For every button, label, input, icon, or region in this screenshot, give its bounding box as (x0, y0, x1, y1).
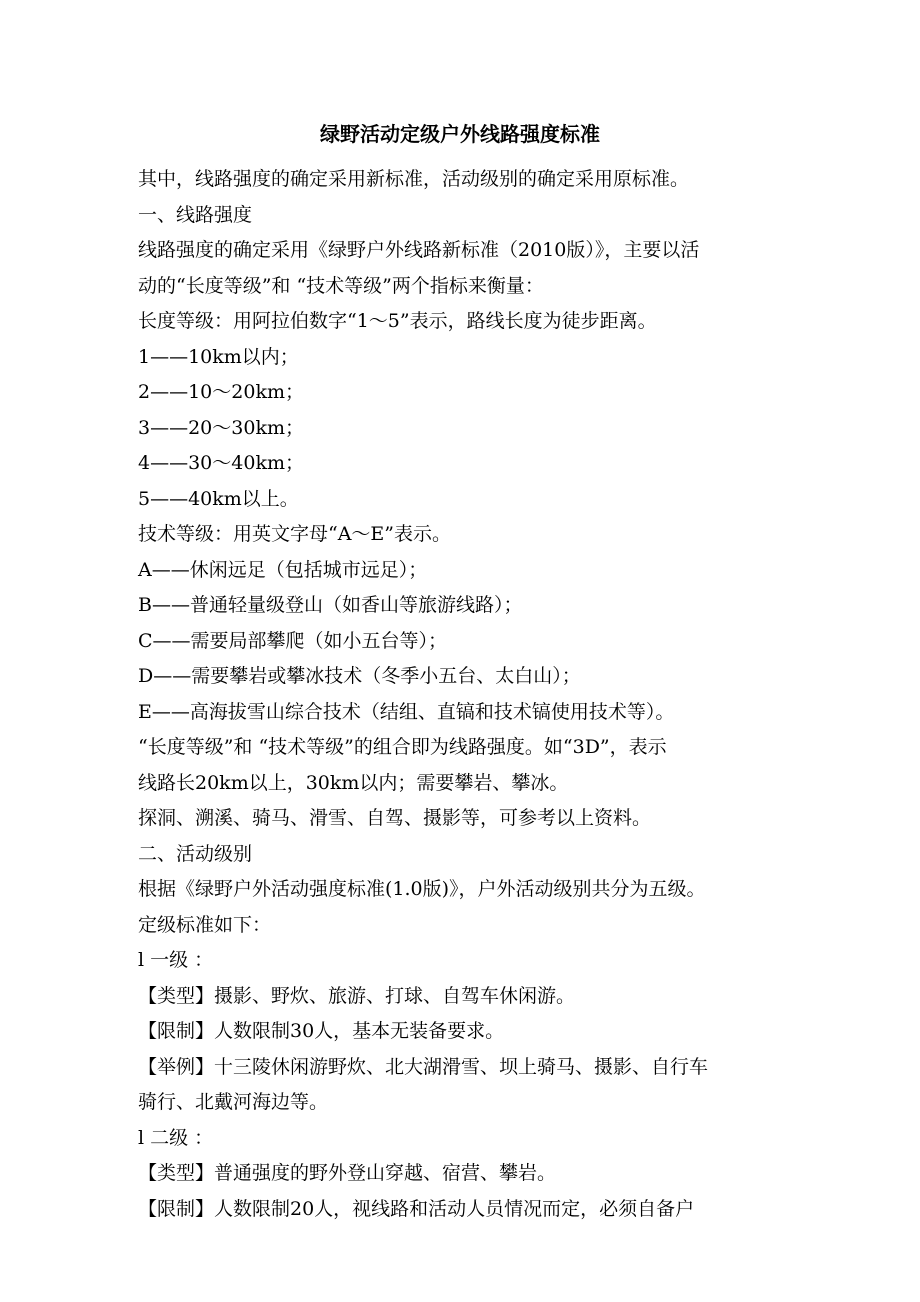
paragraph-line: 线路长20km以上，30km以内；需要攀岩、攀冰。 (138, 771, 569, 794)
paragraph-line: 长度等级：用阿拉伯数字“1～5”表示，路线长度为徒步距离。 (138, 310, 657, 332)
list-item: 1——10km以内； (138, 345, 299, 368)
level-heading: l 一级 ： (138, 949, 214, 971)
list-item: 4——30～40km； (138, 452, 304, 474)
paragraph-line: 动的“长度等级”和 “技术等级”两个指标来衡量： (138, 274, 544, 297)
paragraph-line: “长度等级”和 “技术等级”的组合即为线路强度。如“3D”，表示 (138, 736, 667, 758)
paragraph-line: 探洞、溯溪、骑马、滑雪、自驾、摄影等，可参考以上资料。 (138, 807, 652, 829)
section-heading: 二、活动级别 (138, 842, 253, 865)
list-item: D——需要攀岩或攀冰技术（冬季小五台、太白山）； (138, 665, 581, 687)
paragraph-line: 线路强度的确定采用《绿野户外线路新标准（2010版）》，主要以活 (138, 239, 700, 261)
document-title: 绿野活动定级户外线路强度标准 (320, 122, 600, 146)
section-heading: 一、线路强度 (138, 203, 253, 226)
list-item: E——高海拔雪山综合技术（结组、直镐和技术镐使用技术等）。 (138, 700, 675, 723)
paragraph-line: 根据《绿野户外活动强度标准(1.0版)》，户外活动级别共分为五级。 (138, 878, 706, 900)
list-item: 5——40km以上。 (138, 487, 299, 510)
paragraph-line: 【类型】摄影、野炊、旅游、打球、自驾车休闲游。 (138, 984, 576, 1007)
list-item: 3——20～30km； (138, 416, 304, 439)
list-item: 2——10～20km； (138, 381, 304, 403)
level-heading: l 二级 ： (138, 1126, 214, 1149)
paragraph-line: 【限制】人数限制20人，视线路和活动人员情况而定，必须自备户 (138, 1197, 695, 1220)
document-body (138, 162, 788, 1227)
list-item: B——普通轻量级登山（如香山等旅游线路）； (138, 594, 523, 616)
paragraph-line: 【举例】十三陵休闲游野炊、北大湖滑雪、坝上骑马、摄影、自行车 (138, 1055, 709, 1078)
paragraph-line: 技术等级：用英文字母“A～E”表示。 (138, 523, 452, 545)
list-item: C——需要局部攀爬（如小五台等）； (138, 629, 448, 652)
paragraph-line: 【限制】人数限制30人，基本无装备要求。 (138, 1020, 505, 1042)
paragraph-line: 其中，线路强度的确定采用新标准，活动级别的确定采用原标准。 (138, 168, 690, 190)
paragraph-line: 定级标准如下： (138, 913, 272, 936)
paragraph-line: 【类型】普通强度的野外登山穿越、宿营、攀岩。 (138, 1162, 557, 1184)
paragraph-line: 骑行、北戴河海边等。 (138, 1091, 329, 1113)
list-item: A——休闲远足（包括城市远足）； (138, 558, 428, 581)
